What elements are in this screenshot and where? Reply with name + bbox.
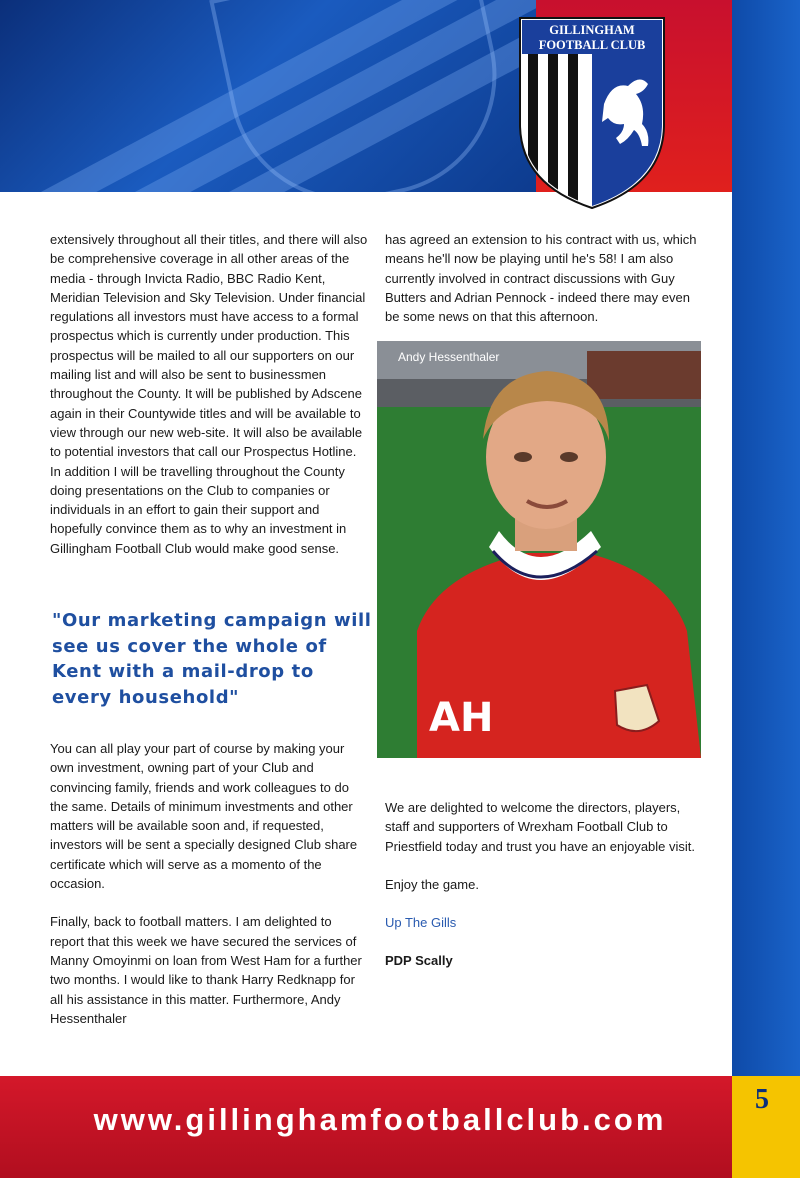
page-number: 5 xyxy=(755,1084,769,1115)
shirt-sponsor-logo: AH xyxy=(429,695,494,741)
website-url: www.gillinghamfootballclub.com xyxy=(93,1102,667,1137)
watermark-crest xyxy=(209,0,519,192)
body-paragraph: We are delighted to welcome the directors, players, staff and supporters of Wrexham Football Club to Priestfield today and trust you have an enjoyable visit. xyxy=(385,800,696,854)
body-paragraph: You can all play your part of course by making your own investment, owning part of your Club and convincing family, friends and work colleagues to do the same. Details of minimum investments and other matters will be available soon and, if requested, investors will be sent a specially designed Club share certificate which will serve as a momento of the occasion. xyxy=(50,741,358,892)
body-paragraph: Finally, back to football matters. I am delighted to report that this week we have secured the services of Manny Omoyinmi on loan from West Ham for a further two months. I would like to thank Harry Redknapp for all his assistance in this matter. Furthermore, Andy Hessenthaler xyxy=(50,914,362,1026)
left-column xyxy=(50,230,368,558)
side-blue-bar xyxy=(732,0,800,1076)
header-banner xyxy=(0,0,540,192)
body-paragraph: extensively throughout all their titles, and there will also be comprehensive coverage in all other areas of the media - through Invicta Radio, BBC Radio Kent, Meridian Television and Sky Television. Under financial regulations all investors must have access to a formal prospectus which is currently under production. This prospectus will be mailed to all our supporters on our mailing list and will also be sent to businessmen throughout the County. It will be published by Adscene again in their Countywide titles and will be available to view through our new web-site. It will also be available to potential investors that call our Prospectus Hotline. In addition I will be travelling throughout the County doing presentations on the Club to companies or individuals in an effort to gain their support and hopefully convince them as to why an investment in Gillingham Football Club would make good sense. xyxy=(50,232,368,556)
slogan-text: Up The Gills xyxy=(385,915,457,931)
club-crest-logo xyxy=(516,14,668,210)
crest-name-line1: GILLINGHAM xyxy=(549,23,635,37)
signature: PDP Scally xyxy=(385,953,453,969)
photo-caption: Andy Hessenthaler xyxy=(398,350,500,364)
player-portrait-image xyxy=(377,341,701,758)
left-column-lower xyxy=(50,739,368,1028)
body-paragraph: has agreed an extension to his contract with us, which means he'll now be playing until he's 58! I am also currently involved in contract discussions with Guy Butters and Adrian Pennock - indeed there may even be some news on that this afternoon. xyxy=(385,232,697,325)
right-column-top xyxy=(385,230,703,326)
right-column-bottom xyxy=(385,798,703,971)
sign-off-text: Enjoy the game. xyxy=(385,876,479,892)
pull-quote: "Our marketing campaign will see us cover the whole of Kent with a mail-drop to every household" xyxy=(52,610,372,708)
player-photo xyxy=(377,341,701,758)
crest-name-line2: FOOTBALL CLUB xyxy=(538,38,646,52)
